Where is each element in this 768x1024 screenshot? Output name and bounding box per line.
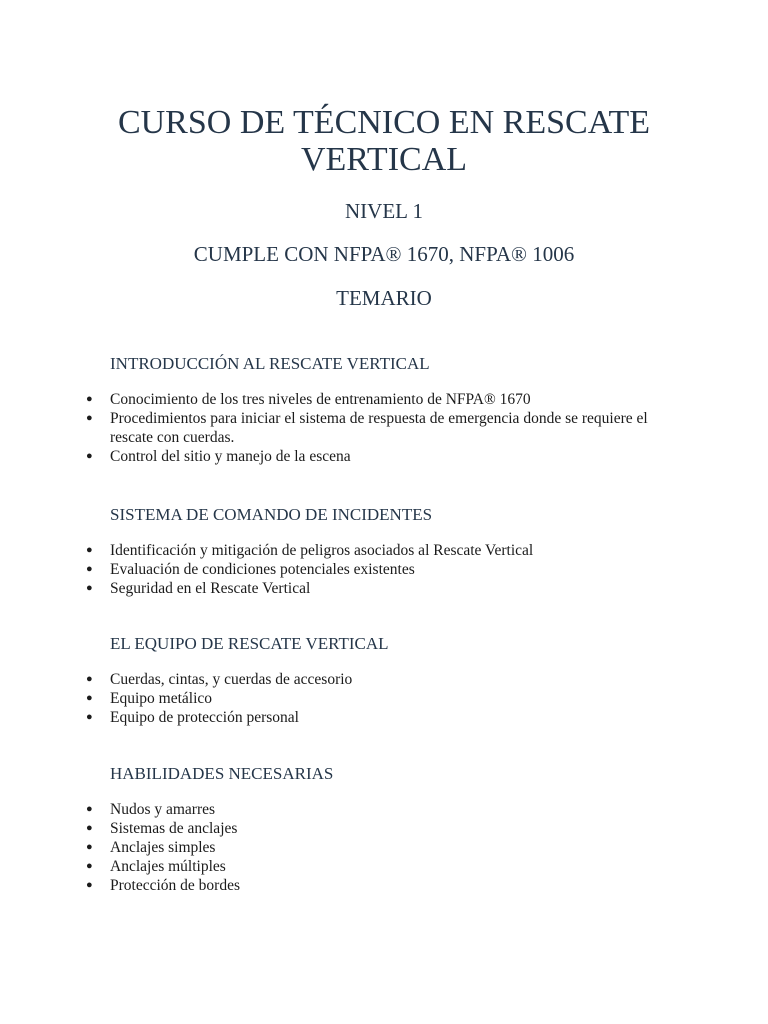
list-item-text: Anclajes múltiples — [110, 858, 226, 875]
list-item — [0, 800, 650, 819]
bullet-icon: ● — [86, 803, 93, 815]
bullet-icon: ● — [86, 412, 93, 424]
list-item-text: Evaluación de condiciones potenciales existentes — [110, 561, 415, 578]
bullet-icon: ● — [86, 860, 93, 872]
bullet-icon: ● — [86, 563, 93, 575]
list-item — [0, 541, 650, 560]
section-heading: INTRODUCCIÓN AL RESCATE VERTICAL — [110, 354, 430, 373]
list-item — [0, 579, 650, 598]
list-item — [0, 838, 650, 857]
syllabus-label: TEMARIO — [336, 286, 432, 310]
list-item — [0, 689, 650, 708]
list-item-text: Cuerdas, cintas, y cuerdas de accesorio — [110, 671, 353, 688]
list-item — [0, 409, 650, 447]
list-item-text: Equipo metálico — [110, 690, 213, 707]
bullet-list — [0, 390, 768, 466]
bullet-icon: ● — [86, 673, 93, 685]
bullet-icon: ● — [86, 692, 93, 704]
list-item — [0, 390, 650, 409]
list-item — [0, 670, 650, 689]
bullet-icon: ● — [86, 450, 93, 462]
section-heading: HABILIDADES NECESARIAS — [110, 764, 334, 783]
list-item — [0, 857, 650, 876]
bullet-list — [0, 670, 768, 727]
list-item-text: Identificación y mitigación de peligros asociados al Rescate Vertical — [110, 542, 534, 559]
list-item-text: Conocimiento de los tres niveles de entrenamiento de NFPA® 1670 — [110, 391, 531, 408]
section-heading: EL EQUIPO DE RESCATE VERTICAL — [110, 634, 389, 653]
bullet-icon: ● — [86, 544, 93, 556]
list-item-text: Procedimientos para iniciar el sistema de respuesta de emergencia donde se requiere el rescate con cuerdas. — [110, 410, 648, 446]
list-item — [0, 447, 650, 466]
bullet-icon: ● — [86, 841, 93, 853]
bullet-list — [0, 800, 768, 895]
bullet-icon: ● — [86, 393, 93, 405]
bullet-icon: ● — [86, 879, 93, 891]
list-item — [0, 708, 650, 727]
list-item — [0, 876, 650, 895]
compliance-statement: CUMPLE CON NFPA® 1670, NFPA® 1006 — [193, 242, 575, 266]
list-item-text: Nudos y amarres — [110, 801, 216, 818]
list-item-text: Control del sitio y manejo de la escena — [110, 448, 351, 465]
course-level: NIVEL 1 — [345, 199, 423, 223]
list-item-text: Protección de bordes — [110, 877, 240, 894]
section-heading: SISTEMA DE COMANDO DE INCIDENTES — [110, 505, 433, 524]
list-item-text: Anclajes simples — [110, 839, 216, 856]
list-item — [0, 819, 650, 838]
document-title: CURSO DE TÉCNICO EN RESCATE VERTICAL — [117, 104, 651, 178]
bullet-icon: ● — [86, 711, 93, 723]
bullet-icon: ● — [86, 822, 93, 834]
list-item-text: Equipo de protección personal — [110, 709, 299, 726]
list-item — [0, 560, 650, 579]
bullet-list — [0, 541, 768, 598]
list-item-text: Sistemas de anclajes — [110, 820, 238, 837]
bullet-icon: ● — [86, 582, 93, 594]
list-item-text: Seguridad en el Rescate Vertical — [110, 580, 311, 597]
